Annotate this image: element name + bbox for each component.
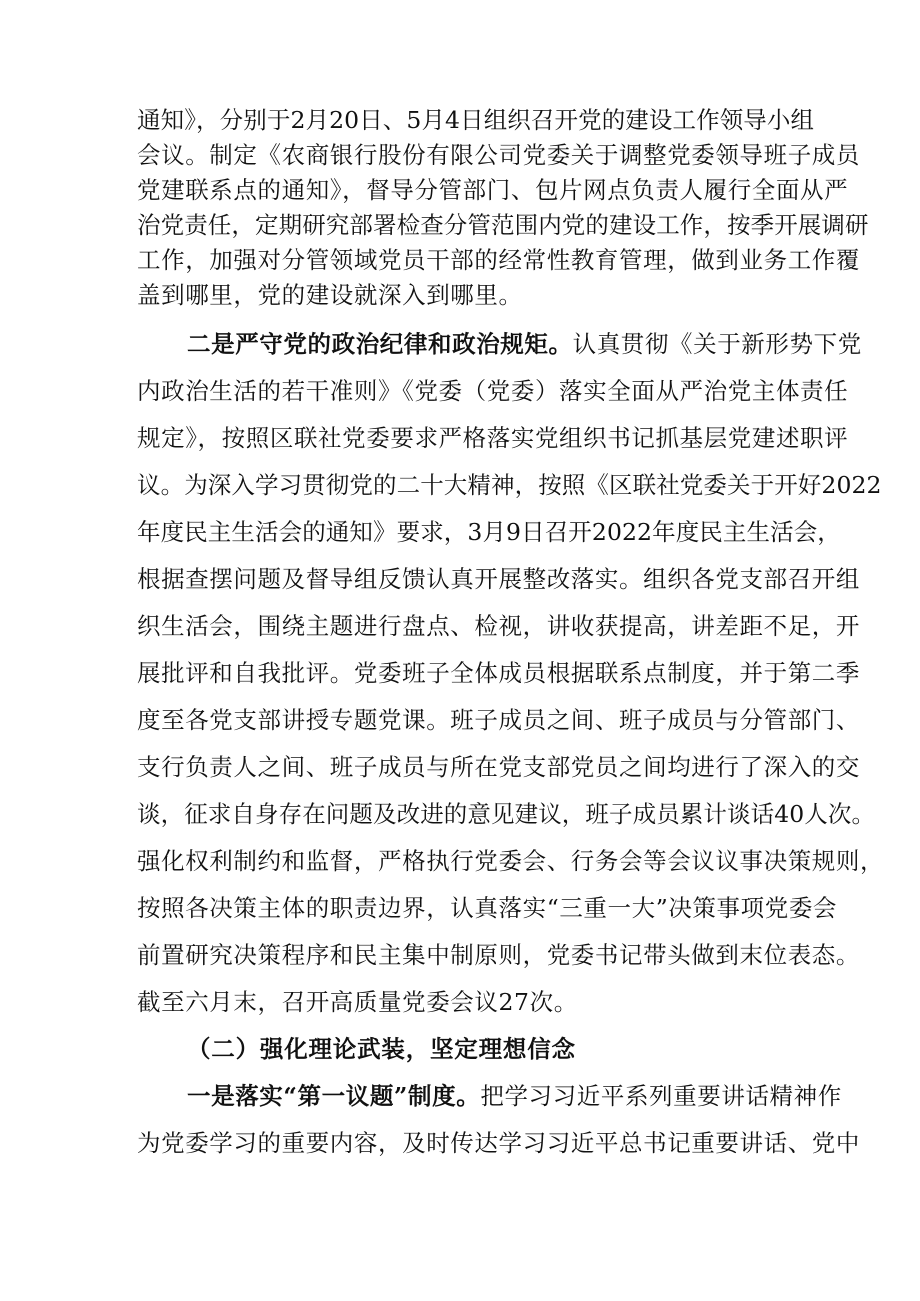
paragraph-1-line-5: 工作，加强对分管领域党员干部的经常性教育管理，做到业务工作覆 (137, 246, 860, 274)
paragraph-2-line-4: 议。为深入学习贯彻党的二十大精神，按照《区联社党委关于开好2022 (137, 471, 882, 499)
paragraph-2-line-1-rest: 认真贯彻《关于新形势下党 (572, 330, 862, 358)
paragraph-2-line-14: 前置研究决策程序和民主集中制原则，党委书记带头做到末位表态。 (137, 941, 860, 969)
paragraph-2-lead: 二是严守党的政治纪律和政治规矩。 (187, 330, 573, 358)
paragraph-3-line-1 (187, 1077, 842, 1111)
paragraph-2-line-1 (187, 325, 862, 359)
paragraph-1-line-1: 通知》，分别于2月20日、5月4日组织召开党的建设工作领导小组 (137, 106, 815, 134)
paragraph-2-line-3: 规定》，按照区联社党委要求严格落实党组织书记抓基层党建述职评 (137, 424, 849, 452)
paragraph-3-line-1-rest: 把学习习近平系列重要讲话精神作 (480, 1082, 842, 1110)
paragraph-2-line-11: 谈，征求自身存在问题及改进的意见建议，班子成员累计谈话40人次。 (137, 800, 876, 828)
paragraph-1-line-2: 会议。制定《农商银行股份有限公司党委关于调整党委领导班子成员 (137, 141, 860, 169)
paragraph-2-line-15: 截至六月末，召开高质量党委会议27次。 (137, 988, 578, 1016)
paragraph-3-line-2: 为党委学习的重要内容，及时传达学习习近平总书记重要讲话、党中 (137, 1129, 860, 1157)
paragraph-2-line-8: 展批评和自我批评。党委班子全体成员根据联系点制度，并于第二季 (137, 659, 860, 687)
paragraph-2-line-5: 年度民主生活会的通知》要求，3月9日召开2022年度民主生活会， (137, 518, 841, 546)
paragraph-2-line-2: 内政治生活的若干准则》《党委（党委）落实全面从严治党主体责任 (137, 377, 849, 405)
section-heading: （二）强化理论武装，坚定理想信念 (187, 1035, 576, 1063)
paragraph-1-line-4: 治党责任，定期研究部署检查分管范围内党的建设工作，按季开展调研 (137, 211, 869, 239)
paragraph-3-lead: 一是落实“第一议题”制度。 (187, 1082, 481, 1110)
paragraph-2-line-12: 强化权利制约和监督，严格执行党委会、行务会等会议议事决策规则， (137, 847, 885, 875)
paragraph-1-line-3: 党建联系点的通知》，督导分管部门、包片网点负责人履行全面从严 (137, 176, 849, 204)
paragraph-2-line-7: 织生活会，围绕主题进行盘点、检视，讲收获提高，讲差距不足，开 (137, 612, 860, 640)
paragraph-2-line-13: 按照各决策主体的职责边界，认真落实“三重一大”决策事项党委会 (137, 894, 838, 922)
paragraph-2-line-10: 支行负责人之间、班子成员与所在党支部党员之间均进行了深入的交 (137, 753, 860, 781)
paragraph-1-line-6: 盖到哪里，党的建设就深入到哪里。 (137, 281, 523, 309)
paragraph-2-line-9: 度至各党支部讲授专题党课。班子成员之间、班子成员与分管部门、 (137, 706, 860, 734)
paragraph-2-line-6: 根据查摆问题及督导组反馈认真开展整改落实。组织各党支部召开组 (137, 565, 860, 593)
